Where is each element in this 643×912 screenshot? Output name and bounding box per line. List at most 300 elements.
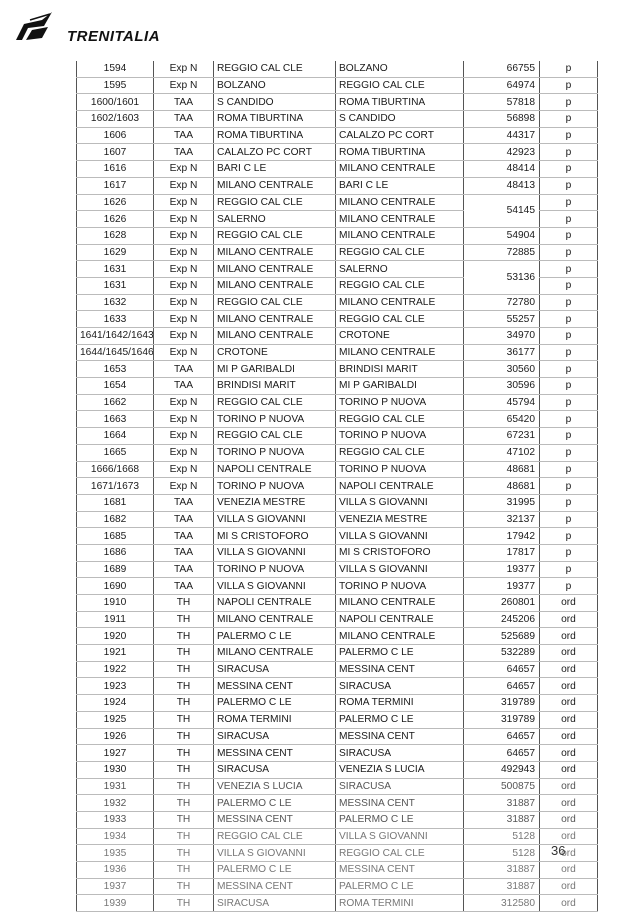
value-cell: 67231 (464, 428, 540, 445)
destination-cell: MI S CRISTOFORO (336, 544, 464, 561)
class-cell: p (540, 344, 598, 361)
table-row (77, 678, 598, 695)
origin-cell: MILANO CENTRALE (214, 645, 336, 662)
train-type-cell: TH (154, 795, 214, 812)
destination-cell: TORINO P NUOVA (336, 428, 464, 445)
train-number-cell: 1925 (77, 711, 154, 728)
class-cell: p (540, 77, 598, 94)
table-row (77, 528, 598, 545)
table-row (77, 745, 598, 762)
origin-cell: NAPOLI CENTRALE (214, 595, 336, 612)
destination-cell: NAPOLI CENTRALE (336, 611, 464, 628)
table-row (77, 778, 598, 795)
destination-cell: BARI C LE (336, 177, 464, 194)
table-row (77, 461, 598, 478)
class-cell: p (540, 578, 598, 595)
value-cell: 17942 (464, 528, 540, 545)
value-cell: 31887 (464, 862, 540, 879)
train-type-cell: Exp N (154, 77, 214, 94)
train-number-cell: 1934 (77, 828, 154, 845)
destination-cell: MILANO CENTRALE (336, 344, 464, 361)
train-number-cell: 1681 (77, 494, 154, 511)
class-cell: ord (540, 695, 598, 712)
origin-cell: ROMA TERMINI (214, 711, 336, 728)
table-row (77, 478, 598, 495)
train-type-cell: Exp N (154, 177, 214, 194)
destination-cell: REGGIO CAL CLE (336, 444, 464, 461)
destination-cell: PALERMO C LE (336, 878, 464, 895)
class-cell: ord (540, 811, 598, 828)
class-cell: ord (540, 778, 598, 795)
class-cell: p (540, 428, 598, 445)
train-number-cell: 1629 (77, 244, 154, 261)
train-type-cell: TH (154, 645, 214, 662)
destination-cell: SALERNO (336, 261, 464, 278)
train-type-cell: Exp N (154, 394, 214, 411)
trenitalia-logo (14, 10, 164, 46)
class-cell: p (540, 478, 598, 495)
value-cell: 48414 (464, 161, 540, 178)
value-cell: 48681 (464, 478, 540, 495)
train-type-cell: Exp N (154, 194, 214, 211)
class-cell: p (540, 361, 598, 378)
value-cell: 56898 (464, 111, 540, 128)
destination-cell: NAPOLI CENTRALE (336, 478, 464, 495)
destination-cell: CALALZO PC CORT (336, 127, 464, 144)
class-cell: p (540, 511, 598, 528)
train-type-cell: TH (154, 661, 214, 678)
destination-cell: REGGIO CAL CLE (336, 277, 464, 294)
origin-cell: MESSINA CENT (214, 878, 336, 895)
destination-cell: CROTONE (336, 328, 464, 345)
value-cell: 48681 (464, 461, 540, 478)
class-cell: p (540, 244, 598, 261)
table-row (77, 544, 598, 561)
class-cell: ord (540, 595, 598, 612)
origin-cell: REGGIO CAL CLE (214, 828, 336, 845)
value-cell: 31887 (464, 878, 540, 895)
train-type-cell: TAA (154, 544, 214, 561)
origin-cell: SIRACUSA (214, 728, 336, 745)
train-type-cell: Exp N (154, 244, 214, 261)
train-type-cell: Exp N (154, 161, 214, 178)
value-cell: 500875 (464, 778, 540, 795)
table-body (77, 61, 598, 912)
class-cell: p (540, 177, 598, 194)
table-row (77, 261, 598, 278)
class-cell: ord (540, 745, 598, 762)
origin-cell: PALERMO C LE (214, 695, 336, 712)
value-cell: 48413 (464, 177, 540, 194)
train-number-cell: 1931 (77, 778, 154, 795)
train-number-cell: 1926 (77, 728, 154, 745)
origin-cell: CALALZO PC CORT (214, 144, 336, 161)
table-row (77, 628, 598, 645)
origin-cell: ROMA TIBURTINA (214, 111, 336, 128)
destination-cell: S CANDIDO (336, 111, 464, 128)
value-cell: 319789 (464, 695, 540, 712)
train-number-cell: 1932 (77, 795, 154, 812)
origin-cell: S CANDIDO (214, 94, 336, 111)
train-type-cell: Exp N (154, 311, 214, 328)
train-number-cell: 1686 (77, 544, 154, 561)
train-type-cell: TH (154, 695, 214, 712)
table-row (77, 361, 598, 378)
train-number-cell: 1690 (77, 578, 154, 595)
class-cell: ord (540, 845, 598, 862)
value-cell: 34970 (464, 328, 540, 345)
value-cell: 57818 (464, 94, 540, 111)
origin-cell: SIRACUSA (214, 661, 336, 678)
origin-cell: BOLZANO (214, 77, 336, 94)
value-cell: 64657 (464, 728, 540, 745)
train-number-cell: 1682 (77, 511, 154, 528)
train-type-cell: TH (154, 845, 214, 862)
train-type-cell: Exp N (154, 478, 214, 495)
value-cell: 312580 (464, 895, 540, 912)
class-cell: ord (540, 878, 598, 895)
train-number-cell: 1921 (77, 645, 154, 662)
brand-name: TRENITALIA (67, 28, 161, 45)
class-cell: p (540, 561, 598, 578)
train-number-cell: 1920 (77, 628, 154, 645)
origin-cell: MILANO CENTRALE (214, 277, 336, 294)
origin-cell: MILANO CENTRALE (214, 311, 336, 328)
origin-cell: PALERMO C LE (214, 862, 336, 879)
page-number: 36 (551, 843, 566, 858)
train-type-cell: TH (154, 611, 214, 628)
value-cell: 245206 (464, 611, 540, 628)
table-row (77, 344, 598, 361)
destination-cell: ROMA TERMINI (336, 695, 464, 712)
train-number-cell: 1930 (77, 761, 154, 778)
class-cell: ord (540, 862, 598, 879)
destination-cell: BRINDISI MARIT (336, 361, 464, 378)
train-number-cell: 1653 (77, 361, 154, 378)
destination-cell: BOLZANO (336, 61, 464, 77)
origin-cell: MI S CRISTOFORO (214, 528, 336, 545)
destination-cell: SIRACUSA (336, 678, 464, 695)
train-number-cell: 1923 (77, 678, 154, 695)
train-number-cell: 1937 (77, 878, 154, 895)
train-number-cell: 1631 (77, 261, 154, 278)
train-capacity-table (76, 61, 598, 912)
table-row (77, 227, 598, 244)
value-cell: 72780 (464, 294, 540, 311)
table-row (77, 144, 598, 161)
value-cell: 64974 (464, 77, 540, 94)
class-cell: p (540, 528, 598, 545)
table-row (77, 595, 598, 612)
table-row (77, 511, 598, 528)
table-row (77, 795, 598, 812)
train-type-cell: TAA (154, 528, 214, 545)
train-number-cell: 1933 (77, 811, 154, 828)
train-number-cell: 1922 (77, 661, 154, 678)
value-cell: 30560 (464, 361, 540, 378)
train-type-cell: TH (154, 828, 214, 845)
train-number-cell: 1927 (77, 745, 154, 762)
class-cell: ord (540, 795, 598, 812)
origin-cell: TORINO P NUOVA (214, 478, 336, 495)
train-number-cell: 1666/1668 (77, 461, 154, 478)
class-cell: ord (540, 895, 598, 912)
destination-cell: PALERMO C LE (336, 711, 464, 728)
destination-cell: SIRACUSA (336, 745, 464, 762)
origin-cell: CROTONE (214, 344, 336, 361)
destination-cell: MILANO CENTRALE (336, 227, 464, 244)
train-type-cell: Exp N (154, 428, 214, 445)
train-number-cell: 1606 (77, 127, 154, 144)
table-row (77, 378, 598, 395)
train-type-cell: Exp N (154, 411, 214, 428)
trenitalia-logo-mark (14, 10, 58, 46)
train-type-cell: TH (154, 595, 214, 612)
value-cell: 31995 (464, 494, 540, 511)
destination-cell: TORINO P NUOVA (336, 461, 464, 478)
table-row (77, 895, 598, 912)
destination-cell: MESSINA CENT (336, 795, 464, 812)
train-number-cell: 1628 (77, 227, 154, 244)
class-cell: p (540, 144, 598, 161)
table-row (77, 61, 598, 77)
destination-cell: PALERMO C LE (336, 811, 464, 828)
train-type-cell: Exp N (154, 444, 214, 461)
destination-cell: MESSINA CENT (336, 728, 464, 745)
train-type-cell: TAA (154, 127, 214, 144)
table-row (77, 444, 598, 461)
origin-cell: MILANO CENTRALE (214, 328, 336, 345)
destination-cell: ROMA TERMINI (336, 895, 464, 912)
train-type-cell: Exp N (154, 61, 214, 77)
train-number-cell: 1911 (77, 611, 154, 628)
class-cell: p (540, 127, 598, 144)
value-cell: 31887 (464, 795, 540, 812)
value-cell: 260801 (464, 595, 540, 612)
table-row (77, 878, 598, 895)
destination-cell: VILLA S GIOVANNI (336, 494, 464, 511)
table-row (77, 728, 598, 745)
origin-cell: MESSINA CENT (214, 745, 336, 762)
train-number-cell: 1595 (77, 77, 154, 94)
origin-cell: VILLA S GIOVANNI (214, 845, 336, 862)
value-cell: 19377 (464, 561, 540, 578)
train-number-cell: 1924 (77, 695, 154, 712)
class-cell: p (540, 444, 598, 461)
train-type-cell: TH (154, 811, 214, 828)
origin-cell: MILANO CENTRALE (214, 261, 336, 278)
class-cell: p (540, 194, 598, 211)
origin-cell: REGGIO CAL CLE (214, 227, 336, 244)
train-type-cell: TH (154, 862, 214, 879)
table-row (77, 177, 598, 194)
train-type-cell: TAA (154, 94, 214, 111)
class-cell: p (540, 394, 598, 411)
destination-cell: SIRACUSA (336, 778, 464, 795)
train-type-cell: TH (154, 628, 214, 645)
train-number-cell: 1644/1645/1646 (77, 344, 154, 361)
train-type-cell: Exp N (154, 277, 214, 294)
table-row (77, 828, 598, 845)
class-cell: p (540, 211, 598, 228)
origin-cell: SALERNO (214, 211, 336, 228)
train-number-cell: 1936 (77, 862, 154, 879)
train-number-cell: 1616 (77, 161, 154, 178)
table-row (77, 194, 598, 211)
class-cell: p (540, 544, 598, 561)
train-number-cell: 1662 (77, 394, 154, 411)
train-type-cell: Exp N (154, 328, 214, 345)
train-number-cell: 1626 (77, 211, 154, 228)
table-row (77, 695, 598, 712)
value-cell: 492943 (464, 761, 540, 778)
train-type-cell: TAA (154, 111, 214, 128)
table-row (77, 328, 598, 345)
train-number-cell: 1663 (77, 411, 154, 428)
destination-cell: REGGIO CAL CLE (336, 244, 464, 261)
class-cell: ord (540, 711, 598, 728)
origin-cell: NAPOLI CENTRALE (214, 461, 336, 478)
train-type-cell: TH (154, 728, 214, 745)
class-cell: ord (540, 828, 598, 845)
train-number-cell: 1617 (77, 177, 154, 194)
value-cell: 532289 (464, 645, 540, 662)
train-type-cell: TH (154, 878, 214, 895)
value-cell: 66755 (464, 61, 540, 77)
table-row (77, 711, 598, 728)
train-type-cell: TAA (154, 578, 214, 595)
value-cell: 47102 (464, 444, 540, 461)
destination-cell: REGGIO CAL CLE (336, 77, 464, 94)
train-type-cell: TH (154, 711, 214, 728)
origin-cell: SIRACUSA (214, 895, 336, 912)
class-cell: p (540, 261, 598, 278)
class-cell: ord (540, 645, 598, 662)
train-type-cell: Exp N (154, 227, 214, 244)
table-row (77, 111, 598, 128)
train-type-cell: TAA (154, 361, 214, 378)
value-cell: 319789 (464, 711, 540, 728)
value-cell: 45794 (464, 394, 540, 411)
origin-cell: REGGIO CAL CLE (214, 294, 336, 311)
train-number-cell: 1685 (77, 528, 154, 545)
origin-cell: REGGIO CAL CLE (214, 428, 336, 445)
origin-cell: ROMA TIBURTINA (214, 127, 336, 144)
destination-cell: MILANO CENTRALE (336, 211, 464, 228)
train-type-cell: Exp N (154, 344, 214, 361)
table-row (77, 294, 598, 311)
class-cell: p (540, 311, 598, 328)
train-type-cell: TAA (154, 378, 214, 395)
destination-cell: VILLA S GIOVANNI (336, 561, 464, 578)
table-row (77, 311, 598, 328)
table-row (77, 578, 598, 595)
train-number-cell: 1665 (77, 444, 154, 461)
origin-cell: MI P GARIBALDI (214, 361, 336, 378)
value-cell: 72885 (464, 244, 540, 261)
destination-cell: VENEZIA MESTRE (336, 511, 464, 528)
origin-cell: PALERMO C LE (214, 628, 336, 645)
train-number-cell: 1939 (77, 895, 154, 912)
value-cell: 54145 (464, 194, 540, 227)
value-cell: 36177 (464, 344, 540, 361)
train-type-cell: TH (154, 678, 214, 695)
value-cell: 53136 (464, 261, 540, 294)
destination-cell: VENEZIA S LUCIA (336, 761, 464, 778)
value-cell: 44317 (464, 127, 540, 144)
train-number-cell: 1671/1673 (77, 478, 154, 495)
destination-cell: ROMA TIBURTINA (336, 144, 464, 161)
table-row (77, 94, 598, 111)
table-row (77, 645, 598, 662)
destination-cell: TORINO P NUOVA (336, 578, 464, 595)
class-cell: p (540, 461, 598, 478)
class-cell: p (540, 227, 598, 244)
destination-cell: REGGIO CAL CLE (336, 845, 464, 862)
train-type-cell: TAA (154, 511, 214, 528)
destination-cell: MESSINA CENT (336, 862, 464, 879)
destination-cell: VILLA S GIOVANNI (336, 828, 464, 845)
table-row (77, 161, 598, 178)
table-row (77, 761, 598, 778)
destination-cell: TORINO P NUOVA (336, 394, 464, 411)
class-cell: p (540, 378, 598, 395)
train-number-cell: 1935 (77, 845, 154, 862)
origin-cell: MILANO CENTRALE (214, 177, 336, 194)
train-number-cell: 1594 (77, 61, 154, 77)
train-type-cell: Exp N (154, 261, 214, 278)
train-type-cell: TAA (154, 144, 214, 161)
value-cell: 64657 (464, 678, 540, 695)
class-cell: ord (540, 628, 598, 645)
train-type-cell: TH (154, 745, 214, 762)
value-cell: 42923 (464, 144, 540, 161)
value-cell: 55257 (464, 311, 540, 328)
origin-cell: REGGIO CAL CLE (214, 394, 336, 411)
origin-cell: REGGIO CAL CLE (214, 194, 336, 211)
value-cell: 5128 (464, 828, 540, 845)
destination-cell: MILANO CENTRALE (336, 628, 464, 645)
origin-cell: BARI C LE (214, 161, 336, 178)
train-number-cell: 1632 (77, 294, 154, 311)
table-row (77, 428, 598, 445)
train-number-cell: 1641/1642/1643 (77, 328, 154, 345)
destination-cell: MESSINA CENT (336, 661, 464, 678)
table-row (77, 661, 598, 678)
table-row (77, 411, 598, 428)
origin-cell: MILANO CENTRALE (214, 611, 336, 628)
origin-cell: BRINDISI MARIT (214, 378, 336, 395)
class-cell: p (540, 411, 598, 428)
train-number-cell: 1633 (77, 311, 154, 328)
train-number-cell: 1631 (77, 277, 154, 294)
table-row (77, 77, 598, 94)
train-type-cell: TAA (154, 561, 214, 578)
class-cell: p (540, 161, 598, 178)
train-type-cell: Exp N (154, 461, 214, 478)
train-number-cell: 1626 (77, 194, 154, 211)
origin-cell: MESSINA CENT (214, 811, 336, 828)
class-cell: p (540, 294, 598, 311)
origin-cell: VENEZIA MESTRE (214, 494, 336, 511)
train-number-cell: 1664 (77, 428, 154, 445)
class-cell: ord (540, 761, 598, 778)
train-number-cell: 1600/1601 (77, 94, 154, 111)
train-number-cell: 1607 (77, 144, 154, 161)
value-cell: 54904 (464, 227, 540, 244)
class-cell: ord (540, 728, 598, 745)
destination-cell: VILLA S GIOVANNI (336, 528, 464, 545)
